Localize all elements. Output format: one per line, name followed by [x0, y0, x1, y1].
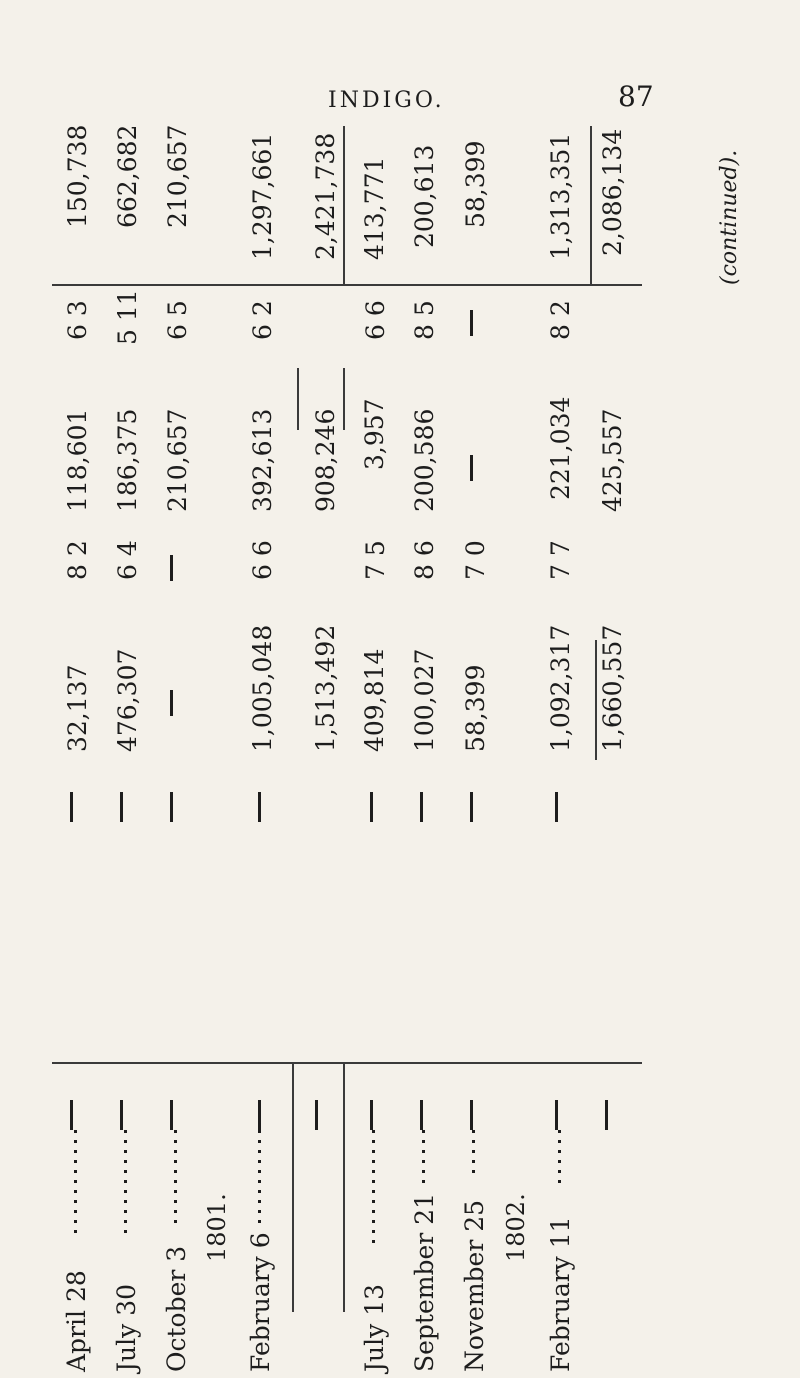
- leader-dots: [558, 1130, 561, 1190]
- col2-value: 5 11: [113, 289, 142, 345]
- col3-value: 392,613: [248, 408, 277, 512]
- dash-mark: [120, 792, 123, 822]
- dash-mark: [470, 1100, 473, 1130]
- leader-dots: [74, 1130, 77, 1240]
- col1-value: 200,613: [410, 144, 439, 248]
- dash-mark: [370, 792, 373, 822]
- col3-value: 118,601: [63, 408, 92, 512]
- col3-value: 221,034: [546, 396, 575, 500]
- date-label: April 28: [62, 1270, 91, 1372]
- dash-mark: [170, 1100, 173, 1130]
- dash-mark: [605, 1100, 608, 1130]
- col2-value: 6 6: [361, 300, 390, 340]
- col3-value: 200,586: [410, 408, 439, 512]
- col5-value: 476,307: [113, 648, 142, 752]
- dash-mark: [120, 1100, 123, 1130]
- continued-label: (continued).: [717, 149, 742, 285]
- page-number: 87: [618, 80, 654, 113]
- rule-lower: [52, 1062, 642, 1064]
- dash-mark: [258, 792, 261, 822]
- year-label: 1801.: [203, 1193, 231, 1262]
- col4-value: 6 4: [113, 540, 142, 580]
- year-label: 1802.: [502, 1193, 530, 1262]
- dash-mark: [315, 1100, 318, 1130]
- dash-mark: [70, 1100, 73, 1130]
- date-label: November 25: [460, 1199, 489, 1372]
- date-label: February 6: [246, 1232, 275, 1372]
- col3-value: 3,957: [360, 398, 389, 470]
- dash-mark: [170, 690, 173, 716]
- col4-value: 7 0: [461, 540, 490, 580]
- col1-value: 2,421,738: [311, 132, 340, 260]
- dash-mark: [470, 310, 473, 336]
- date-label: July 30: [112, 1283, 141, 1372]
- col5-value: 1,092,317: [546, 624, 575, 752]
- col1-value: 1,297,661: [248, 132, 277, 260]
- col4-value: 8 2: [63, 540, 92, 580]
- col5-value: 1,660,557: [598, 624, 627, 752]
- col4-value: 7 5: [361, 540, 390, 580]
- leader-dots: [422, 1130, 425, 1190]
- column-rule-6: [343, 1062, 345, 1312]
- col2-value: 6 3: [63, 300, 92, 340]
- rule-top: [52, 284, 642, 286]
- col1-value: 2,086,134: [598, 128, 627, 256]
- col3-value: 186,375: [113, 408, 142, 512]
- col4-value: 8 6: [410, 540, 439, 580]
- column-rule-1: [297, 368, 299, 430]
- date-label: February 11: [546, 1216, 575, 1372]
- leader-dots: [124, 1130, 127, 1240]
- dash-mark: [170, 555, 173, 581]
- dash-mark: [470, 455, 473, 481]
- column-rule-7: [595, 640, 597, 760]
- column-rule-4: [590, 126, 592, 286]
- col1-value: 210,657: [163, 124, 192, 228]
- dash-mark: [70, 792, 73, 822]
- col5-value: 100,027: [410, 648, 439, 752]
- dash-mark: [420, 792, 423, 822]
- col4-value: 6 6: [248, 540, 277, 580]
- col5-value: 1,005,048: [248, 624, 277, 752]
- date-label: July 13: [360, 1283, 389, 1372]
- date-label: September 21: [410, 1193, 439, 1372]
- column-rule-2: [343, 368, 345, 430]
- col2-value: 6 2: [248, 300, 277, 340]
- col2-value: 6 5: [163, 300, 192, 340]
- dash-mark: [370, 1100, 373, 1130]
- col1-value: 1,313,351: [546, 132, 575, 260]
- dash-mark: [470, 792, 473, 822]
- col2-value: 8 2: [546, 300, 575, 340]
- leader-dots: [174, 1130, 177, 1230]
- col1-value: 662,682: [113, 124, 142, 228]
- date-label: October 3: [162, 1245, 191, 1372]
- col5-value: 58,399: [461, 664, 490, 752]
- col5-value: 32,137: [63, 664, 92, 752]
- dash-mark: [420, 1100, 423, 1130]
- dash-mark: [258, 1100, 261, 1130]
- leader-dots: [372, 1130, 375, 1250]
- col3-value: 210,657: [163, 408, 192, 512]
- dash-mark: [555, 1100, 558, 1130]
- col1-value: 413,771: [360, 156, 389, 260]
- col2-value: 8 5: [410, 300, 439, 340]
- col4-value: 7 7: [546, 540, 575, 580]
- col5-value: 1,513,492: [311, 624, 340, 752]
- col3-value: 908,246: [311, 408, 340, 512]
- leader-dots: [472, 1130, 475, 1180]
- dash-mark: [555, 792, 558, 822]
- col3-value: 425,557: [598, 408, 627, 512]
- column-rule-5: [292, 1062, 294, 1312]
- running-head: INDIGO.: [328, 88, 445, 113]
- column-rule-3: [343, 126, 345, 286]
- dash-mark: [170, 792, 173, 822]
- col1-value: 150,738: [63, 124, 92, 228]
- col5-value: 409,814: [360, 648, 389, 752]
- leader-dots: [258, 1130, 261, 1230]
- col1-value: 58,399: [461, 140, 490, 228]
